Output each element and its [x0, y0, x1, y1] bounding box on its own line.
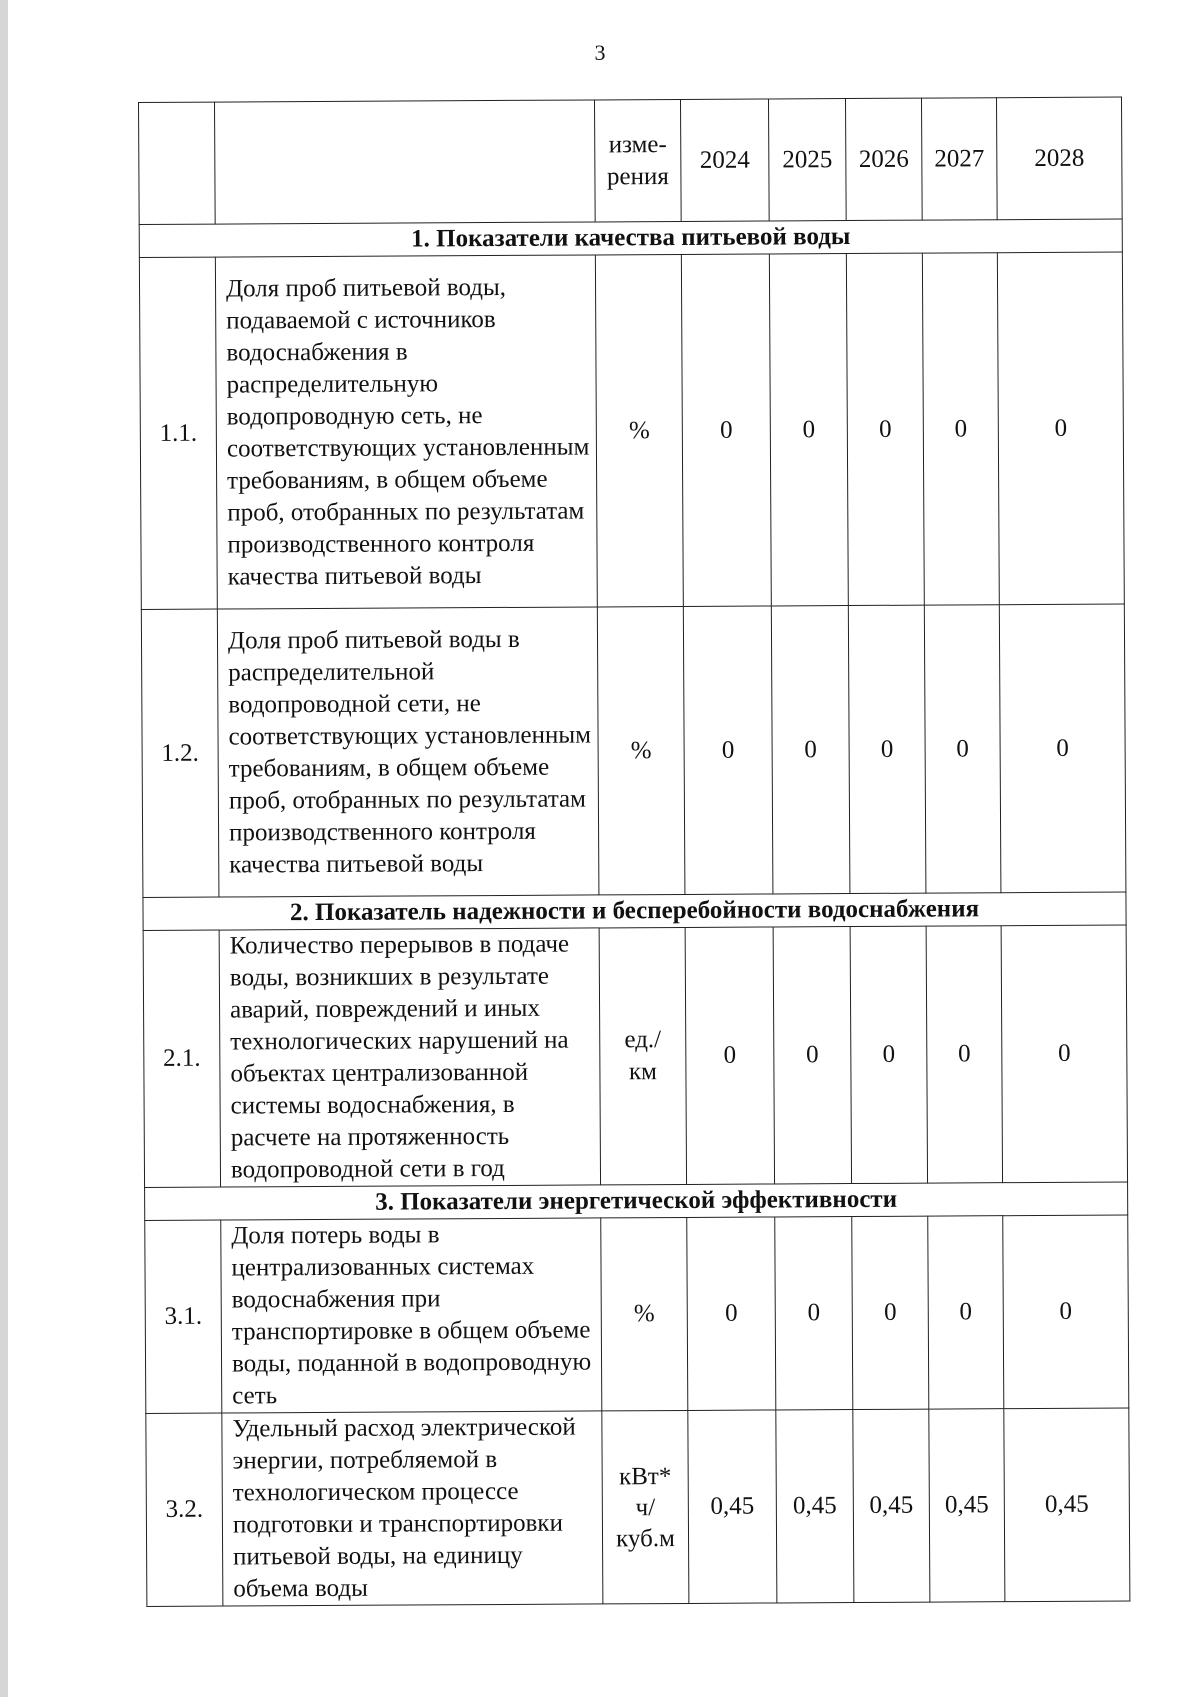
table-row	[143, 925, 1127, 1187]
row-value: 0	[775, 1217, 853, 1410]
row-num: 1.2.	[141, 609, 219, 897]
row-indicator: Доля потерь воды в централизованных системах водоснабжения при транспортировке в общем объеме воды, поданной в водопроводную сеть	[221, 1218, 602, 1413]
header-row	[139, 97, 1123, 224]
row-value: 0,45	[776, 1410, 854, 1603]
row-value: 0,45	[853, 1409, 930, 1602]
row-num: 3.2.	[146, 1413, 223, 1606]
row-value: 0	[926, 926, 1002, 1183]
table-row	[146, 1408, 1130, 1606]
row-value: 0	[928, 1216, 1004, 1409]
row-indicator: Количество перерывов в подаче воды, возникших в результате аварий, повреждений и иных технологических нарушений на объектах централизованной системы водоснабжения, в расчете на протяженность водопроводной сети в год	[219, 928, 600, 1187]
row-value: 0	[999, 604, 1126, 893]
table-row	[139, 252, 1124, 609]
row-value: 0	[1003, 1215, 1129, 1409]
header-year: 2027	[921, 98, 997, 220]
row-unit: %	[597, 606, 685, 894]
header-indicator-cell	[215, 100, 596, 224]
row-value: 0,45	[929, 1409, 1005, 1602]
row-value: 0	[773, 927, 851, 1184]
header-unit-cell: изме- рения	[594, 99, 681, 221]
table-row	[145, 1215, 1129, 1413]
header-num-cell	[139, 102, 216, 224]
indicators-table	[138, 97, 1130, 1607]
row-value: 0,45	[1004, 1408, 1130, 1602]
row-value: 0	[922, 253, 999, 605]
header-year: 2024	[680, 99, 769, 221]
section-title: 3. Показатели энергетической эффективности	[145, 1182, 1128, 1220]
row-value: 0	[997, 252, 1124, 605]
row-indicator: Доля проб питьевой воды в распределительной водопроводной сети, не соответствующих установленным требованиям, в общем объеме проб, отобранных по результатам производственного контроля качества питьевой воды	[217, 607, 599, 897]
row-value: 0	[771, 606, 850, 894]
header-year: 2026	[845, 98, 922, 220]
row-num: 3.1.	[145, 1220, 222, 1413]
row-unit: ед./ км	[599, 927, 686, 1184]
row-value: 0	[852, 1216, 929, 1409]
section-row	[143, 892, 1126, 930]
table-row	[141, 604, 1126, 897]
row-value: 0	[850, 926, 927, 1183]
row-value: 0	[846, 253, 924, 605]
row-indicator: Удельный расход электрической энергии, потребляемой в технологическом процессе подготовки и транспортировки питьевой воды, на единицу объема воды	[222, 1411, 603, 1606]
row-value: 0	[1001, 925, 1127, 1183]
row-value: 0	[848, 605, 926, 893]
page-number: 3	[594, 40, 606, 65]
row-value: 0	[924, 605, 1001, 893]
row-value: 0	[681, 254, 771, 606]
row-unit: кВт* ч/ куб.м	[602, 1410, 689, 1603]
row-value: 0	[769, 254, 848, 606]
header-year: 2025	[768, 99, 846, 221]
row-value: 0	[687, 1217, 776, 1410]
row-value: 0	[685, 927, 774, 1184]
section-row	[145, 1182, 1128, 1220]
section-row	[139, 219, 1122, 257]
row-unit: %	[595, 254, 683, 606]
section-title: 1. Показатели качества питьевой воды	[139, 219, 1122, 257]
row-num: 2.1.	[143, 930, 220, 1187]
row-indicator: Доля проб питьевой воды, подаваемой с источников водоснабжения в распределительную водопроводную сеть, не соответствующих установленным требованиям, в общем объеме проб, отобранных по результатам производственного контроля качества питьевой воды	[215, 255, 597, 609]
row-value: 0	[683, 606, 773, 894]
row-num: 1.1.	[139, 257, 217, 609]
section-title: 2. Показатель надежности и бесперебойности водоснабжения	[143, 892, 1126, 930]
row-unit: %	[601, 1217, 688, 1410]
header-year: 2028	[996, 97, 1122, 220]
row-value: 0,45	[688, 1410, 777, 1603]
scan-edge	[0, 0, 8, 1697]
